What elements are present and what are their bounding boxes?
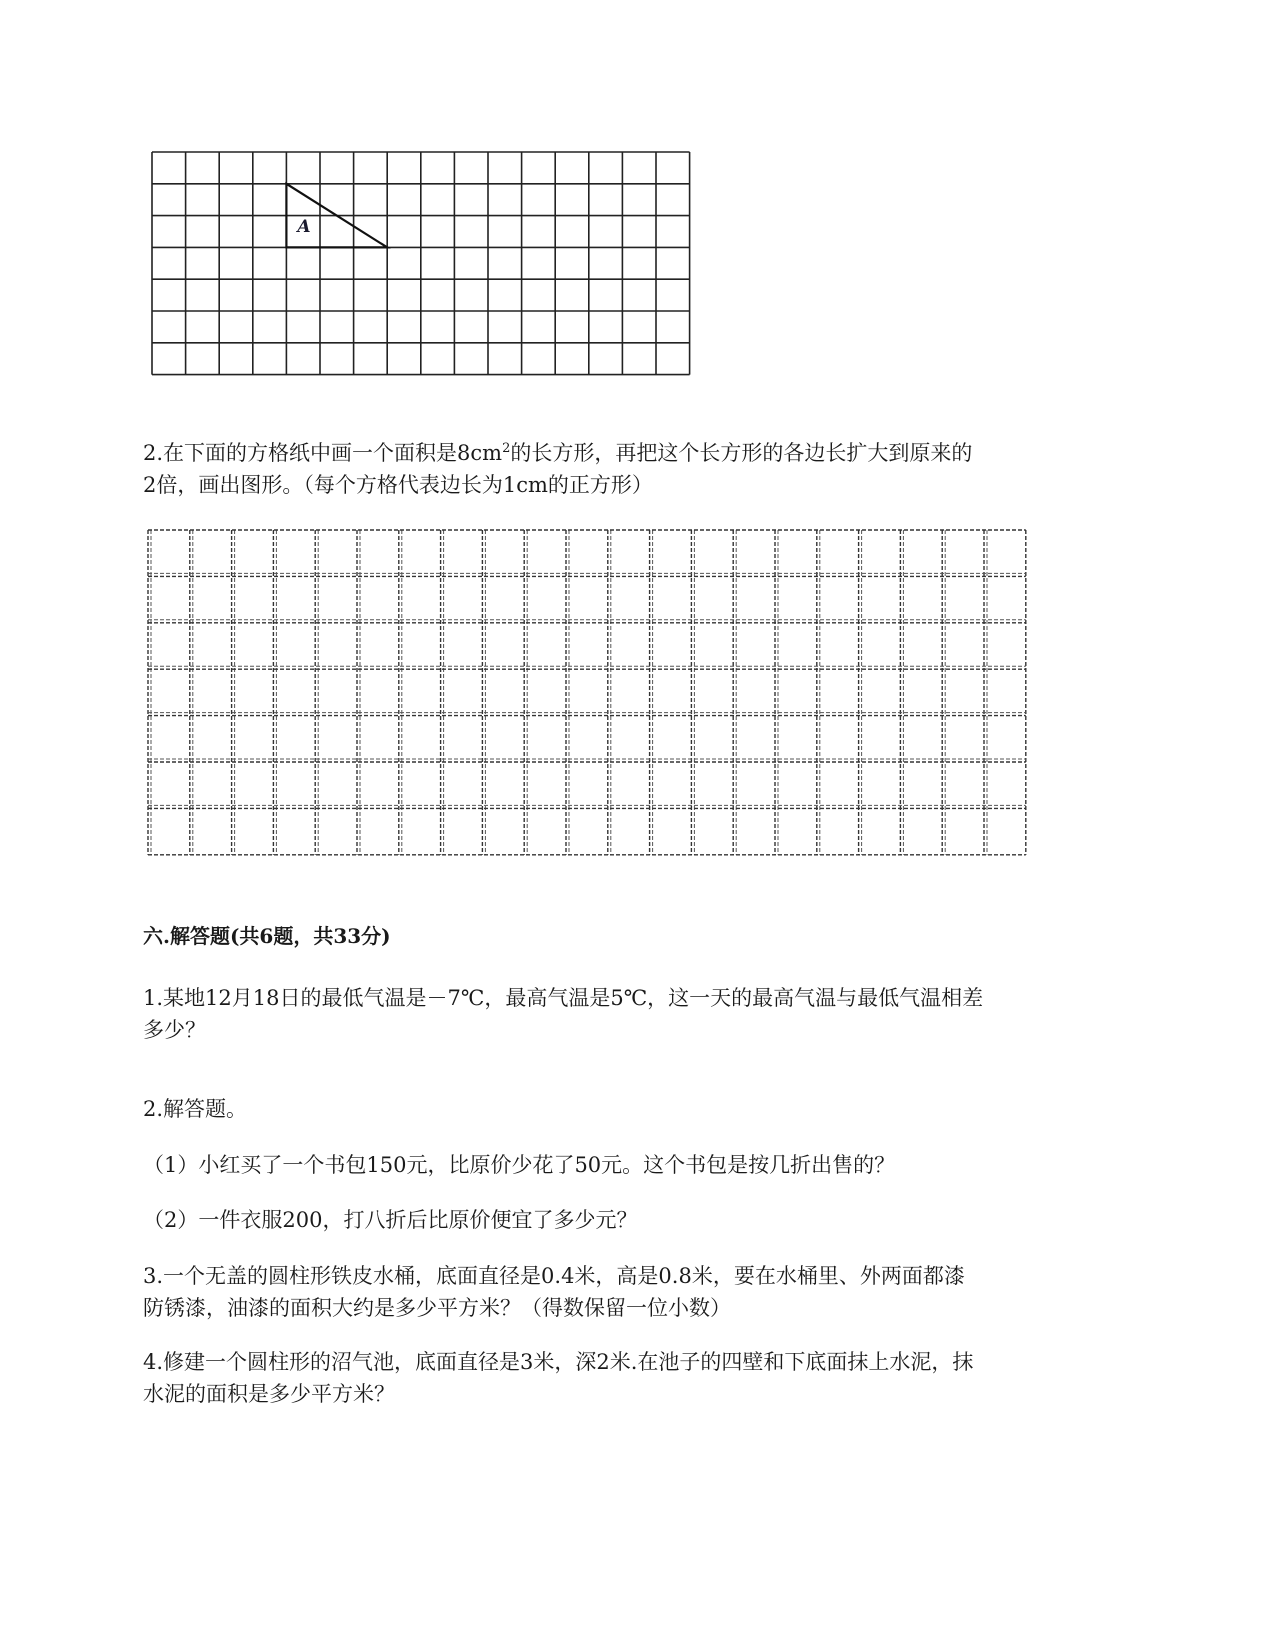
problem-3-line-2: 防锈漆，油漆的面积大约是多少平方米？（得数保留一位小数） xyxy=(143,1296,731,1320)
triangle-grid-figure xyxy=(150,150,692,380)
drawing-grid xyxy=(145,527,1031,859)
problem-4-line-2: 水泥的面积是多少平方米？ xyxy=(143,1382,395,1406)
question-2-line-2: 2倍，画出图形。（每个方格代表边长为1cm的正方形） xyxy=(143,473,653,497)
problem-2-sub-1: （1）小红买了一个书包150元，比原价少花了50元。这个书包是按几折出售的？ xyxy=(143,1153,896,1177)
triangle-label: A xyxy=(297,216,311,237)
problem-4-line-1: 4.修建一个圆柱形的沼气池，底面直径是3米，深2米.在池子的四壁和下底面抹上水泥，抹 xyxy=(143,1350,974,1374)
question-2-line-1: 2.在下面的方格纸中画一个面积是$8cm^2$的长方形，再把这个长方形的各边长扩大到原来的 xyxy=(143,441,973,465)
problem-1-line-2: 多少？ xyxy=(143,1018,206,1042)
section-heading: 六.解答题(共6题，共33分) xyxy=(143,924,391,948)
problem-1-line-1: 1.某地12月18日的最低气温是－7℃，最高气温是5℃，这一天的最高气温与最低气温相差 xyxy=(143,986,984,1010)
problem-2-sub-2: （2）一件衣服200，打八折后比原价便宜了多少元？ xyxy=(143,1208,638,1232)
problem-2-title: 2.解答题。 xyxy=(143,1097,248,1121)
problem-3-line-1: 3.一个无盖的圆柱形铁皮水桶，底面直径是0.4米，高是0.8米，要在水桶里、外两面都漆 xyxy=(143,1264,965,1288)
